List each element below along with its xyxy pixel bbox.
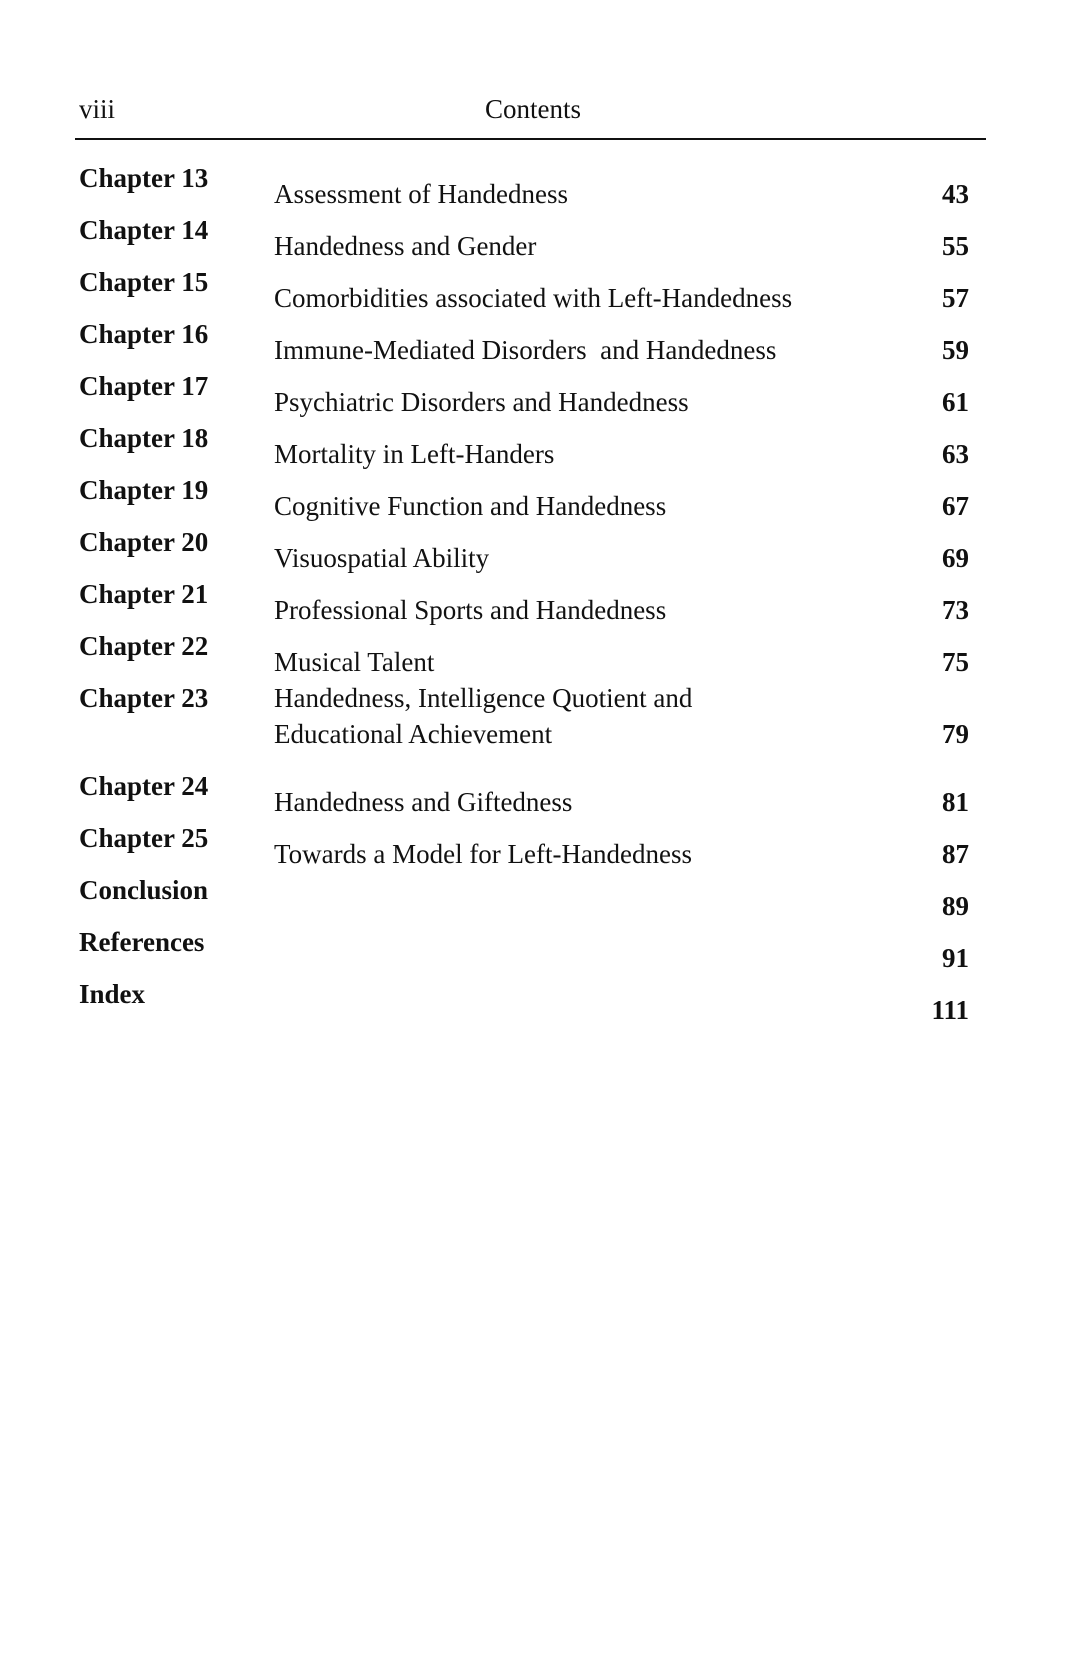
toc-entry-index[interactable] bbox=[79, 976, 969, 1028]
toc-entry-chapter-18[interactable] bbox=[79, 420, 969, 472]
toc-entry-page: 61 bbox=[942, 387, 969, 417]
toc-entry-label: Conclusion bbox=[79, 875, 209, 905]
toc-entry-chapter-25[interactable] bbox=[79, 820, 969, 872]
toc-entry-page: 55 bbox=[942, 231, 969, 261]
toc-entry-chapter-20[interactable] bbox=[79, 524, 969, 576]
header-rule bbox=[75, 138, 986, 140]
toc-entry-label: Chapter 24 bbox=[79, 771, 209, 801]
toc-entry-label: Chapter 16 bbox=[79, 319, 209, 349]
toc-entry-label: Chapter 13 bbox=[79, 163, 209, 193]
toc-entry-title: Psychiatric Disorders and Handedness bbox=[274, 387, 689, 417]
toc-entry-title-line: Educational Achievement bbox=[274, 719, 553, 749]
toc-entry-references[interactable] bbox=[79, 924, 969, 976]
toc-entry-chapter-23[interactable] bbox=[79, 680, 969, 768]
toc-entry-page: 67 bbox=[942, 491, 969, 521]
toc-entry-page: 75 bbox=[942, 647, 969, 677]
toc-entry-page: 79 bbox=[942, 719, 969, 749]
toc-entry-chapter-19[interactable] bbox=[79, 472, 969, 524]
toc-entry-label: Chapter 25 bbox=[79, 823, 209, 853]
toc-entry-title: Mortality in Left-Handers bbox=[274, 439, 555, 469]
toc-entry-title: Visuospatial Ability bbox=[274, 543, 490, 573]
toc-entry-label: Chapter 22 bbox=[79, 631, 209, 661]
toc-entry-page: 87 bbox=[942, 839, 969, 869]
toc-entry-chapter-17[interactable] bbox=[79, 368, 969, 420]
toc-entry-title: Towards a Model for Left-Handedness bbox=[274, 839, 692, 869]
toc-entry-page: 43 bbox=[942, 179, 969, 209]
toc-entry-label: Chapter 21 bbox=[79, 579, 209, 609]
toc-entry-label: Chapter 17 bbox=[79, 371, 209, 401]
toc-entry-title: Assessment of Handedness bbox=[274, 179, 568, 209]
toc-entry-page: 81 bbox=[942, 787, 969, 817]
toc-entry-chapter-14[interactable] bbox=[79, 212, 969, 264]
toc-entry-label: References bbox=[79, 927, 205, 957]
toc-entry-chapter-24[interactable] bbox=[79, 768, 969, 820]
toc-entry-title: Cognitive Function and Handedness bbox=[274, 491, 667, 521]
toc-entry-page: 91 bbox=[942, 943, 969, 973]
toc-entry-title: Handedness and Gender bbox=[274, 231, 537, 261]
toc-entry-page: 89 bbox=[942, 891, 969, 921]
toc-entry-title: Professional Sports and Handedness bbox=[274, 595, 667, 625]
toc-entry-conclusion[interactable] bbox=[79, 872, 969, 924]
toc-entry-title: Handedness and Giftedness bbox=[274, 787, 573, 817]
toc-entry-label: Chapter 19 bbox=[79, 475, 209, 505]
running-head bbox=[79, 88, 987, 128]
toc-entry-page: 69 bbox=[942, 543, 969, 573]
toc-entry-page: 59 bbox=[942, 335, 969, 365]
toc-entry-title: Musical Talent bbox=[274, 647, 435, 677]
toc-entry-page: 57 bbox=[942, 283, 969, 313]
toc-entry-chapter-15[interactable] bbox=[79, 264, 969, 316]
page-folio: viii bbox=[79, 94, 116, 124]
toc-entry-page: 73 bbox=[942, 595, 969, 625]
toc-entry-title-line: Handedness, Intelligence Quotient and bbox=[274, 683, 693, 713]
toc-entry-title bbox=[274, 680, 889, 752]
toc-entry-label: Index bbox=[79, 979, 146, 1009]
toc-entry-chapter-16[interactable] bbox=[79, 316, 969, 368]
running-head-title: Contents bbox=[484, 94, 581, 124]
toc-entry-label: Chapter 14 bbox=[79, 215, 209, 245]
table-of-contents bbox=[79, 160, 969, 1028]
toc-entry-label: Chapter 20 bbox=[79, 527, 209, 557]
toc-entry-chapter-22[interactable] bbox=[79, 628, 969, 680]
toc-entry-label: Chapter 23 bbox=[79, 683, 209, 713]
toc-entry-page: 111 bbox=[931, 995, 969, 1025]
toc-entry-label: Chapter 15 bbox=[79, 267, 209, 297]
toc-entry-chapter-13[interactable] bbox=[79, 160, 969, 212]
toc-entry-title: Immune-Mediated Disorders and Handedness bbox=[274, 335, 777, 365]
toc-entry-chapter-21[interactable] bbox=[79, 576, 969, 628]
toc-entry-page: 63 bbox=[942, 439, 969, 469]
toc-entry-title: Comorbidities associated with Left-Handedness bbox=[274, 283, 793, 313]
toc-entry-label: Chapter 18 bbox=[79, 423, 209, 453]
